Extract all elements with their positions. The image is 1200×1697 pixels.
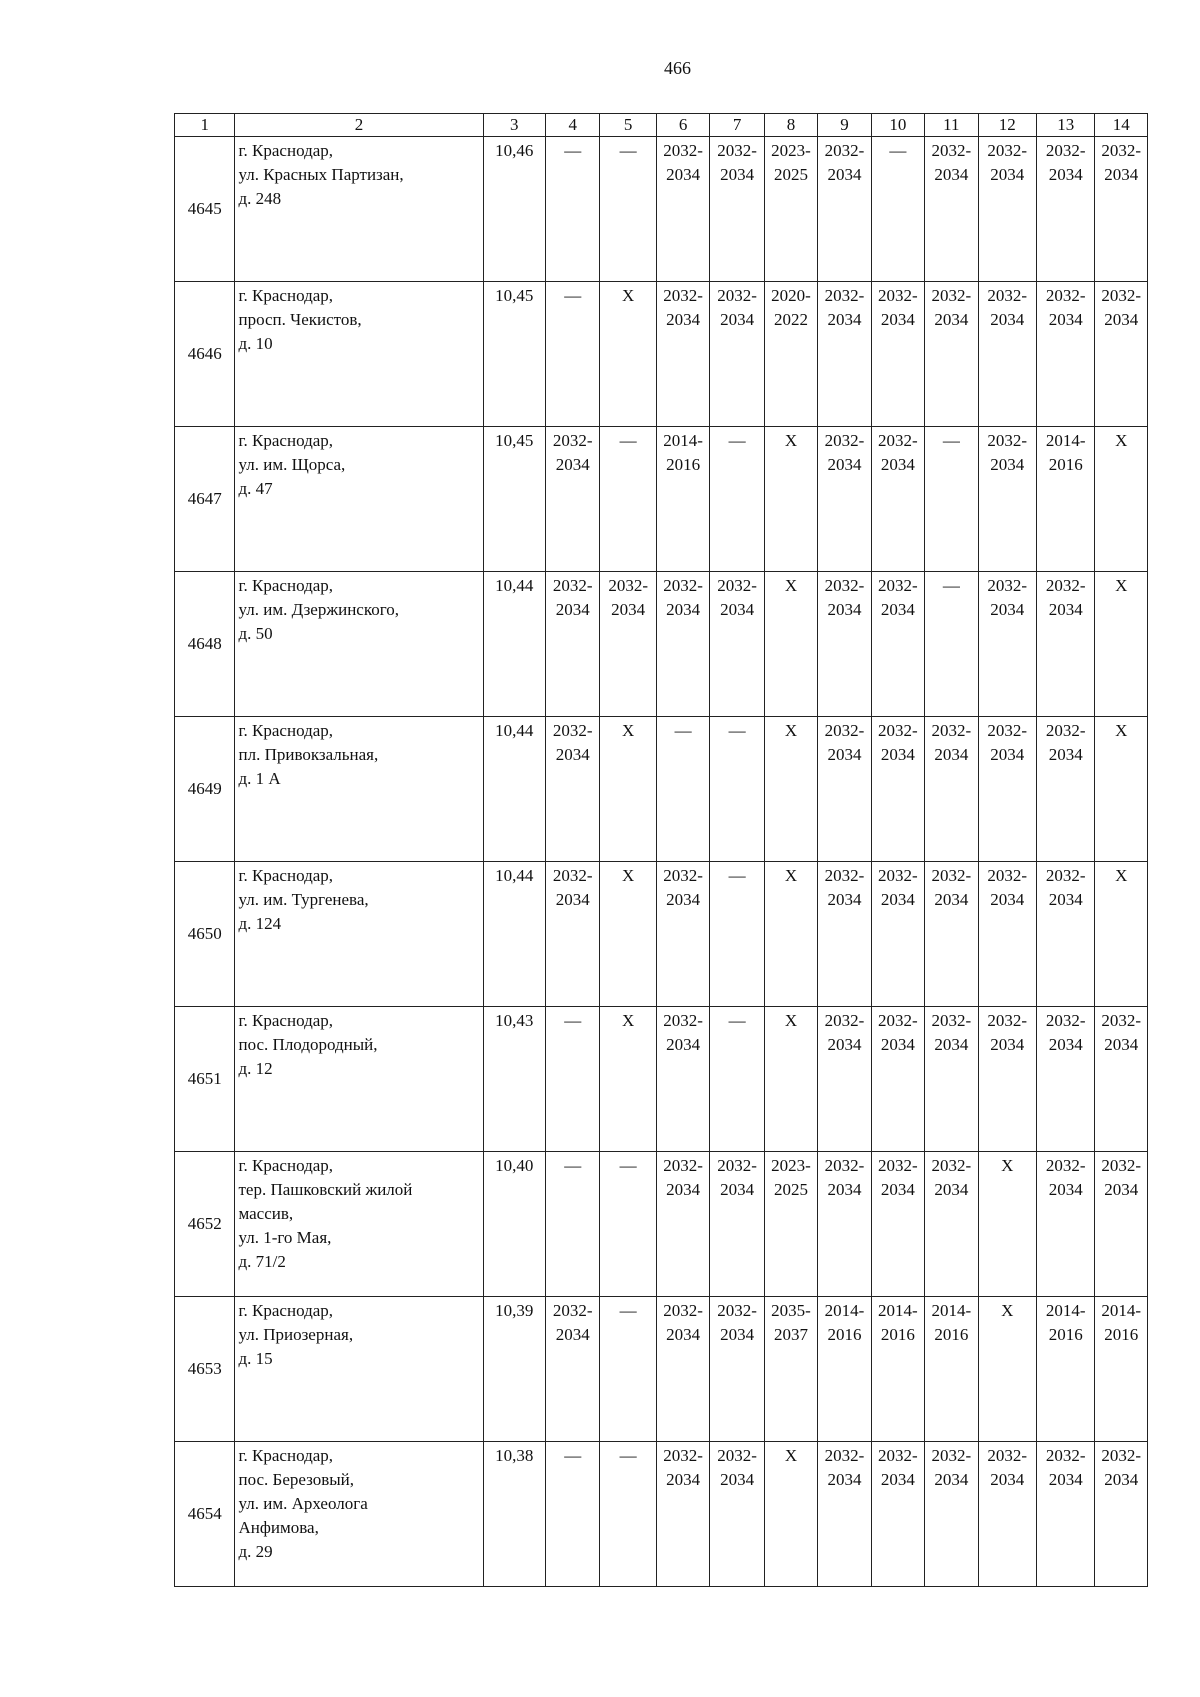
period-cell-col-12: 2032- 2034: [978, 1442, 1036, 1587]
period-cell-col-14: X: [1095, 427, 1148, 572]
period-cell-col-5: 2032- 2034: [600, 572, 656, 717]
row-number: 4651: [175, 1007, 235, 1152]
period-cell-col-14: 2032- 2034: [1095, 1442, 1148, 1587]
column-header-8: 8: [764, 114, 817, 137]
address-cell: г. Краснодар, ул. им. Дзержинского, д. 50: [235, 572, 483, 717]
period-cell-col-8: 2035- 2037: [764, 1297, 817, 1442]
period-cell-col-12: X: [978, 1297, 1036, 1442]
column-header-12: 12: [978, 114, 1036, 137]
period-cell-col-10: 2014- 2016: [871, 1297, 924, 1442]
address-cell: г. Краснодар, ул. им. Тургенева, д. 124: [235, 862, 483, 1007]
period-cell-col-6: 2032- 2034: [656, 862, 709, 1007]
period-cell-col-10: 2032- 2034: [871, 862, 924, 1007]
address-cell: г. Краснодар, просп. Чекистов, д. 10: [235, 282, 483, 427]
column-header-4: 4: [546, 114, 600, 137]
period-cell-col-4: —: [546, 282, 600, 427]
table-row: [175, 1442, 1148, 1587]
period-cell-col-5: X: [600, 862, 656, 1007]
period-cell-col-14: 2014- 2016: [1095, 1297, 1148, 1442]
period-cell-col-4: —: [546, 1442, 600, 1587]
period-cell-col-8: X: [764, 1007, 817, 1152]
period-cell-col-6: 2032- 2034: [656, 572, 709, 717]
row-number: 4652: [175, 1152, 235, 1297]
period-cell-col-13: 2032- 2034: [1037, 137, 1095, 282]
column-header-6: 6: [656, 114, 709, 137]
period-cell-col-4: —: [546, 1152, 600, 1297]
period-cell-col-6: —: [656, 717, 709, 862]
period-cell-col-4: 2032- 2034: [546, 717, 600, 862]
column-header-10: 10: [871, 114, 924, 137]
address-cell: г. Краснодар, ул. Красных Партизан, д. 248: [235, 137, 483, 282]
period-cell-col-10: 2032- 2034: [871, 1152, 924, 1297]
period-cell-col-6: 2032- 2034: [656, 1297, 709, 1442]
period-cell-col-5: —: [600, 1152, 656, 1297]
period-cell-col-8: 2023- 2025: [764, 1152, 817, 1297]
period-cell-col-11: —: [925, 427, 978, 572]
period-cell-col-6: 2014- 2016: [656, 427, 709, 572]
period-cell-col-13: 2032- 2034: [1037, 717, 1095, 862]
table-row: [175, 427, 1148, 572]
period-cell-col-13: 2014- 2016: [1037, 427, 1095, 572]
table-row: [175, 862, 1148, 1007]
row-number: 4650: [175, 862, 235, 1007]
period-cell-col-7: 2032- 2034: [710, 137, 764, 282]
header-row: [175, 114, 1148, 137]
period-cell-col-13: 2032- 2034: [1037, 572, 1095, 717]
period-cell-col-7: 2032- 2034: [710, 572, 764, 717]
table-row: [175, 1007, 1148, 1152]
period-cell-col-9: 2032- 2034: [818, 717, 871, 862]
period-cell-col-7: —: [710, 427, 764, 572]
area-cell: 10,38: [483, 1442, 546, 1587]
area-cell: 10,46: [483, 137, 546, 282]
period-cell-col-9: 2032- 2034: [818, 1007, 871, 1152]
period-cell-col-9: 2032- 2034: [818, 572, 871, 717]
period-cell-col-7: 2032- 2034: [710, 1442, 764, 1587]
period-cell-col-6: 2032- 2034: [656, 137, 709, 282]
row-number: 4648: [175, 572, 235, 717]
period-cell-col-6: 2032- 2034: [656, 1442, 709, 1587]
period-cell-col-13: 2032- 2034: [1037, 1442, 1095, 1587]
table-row: [175, 717, 1148, 862]
period-cell-col-7: 2032- 2034: [710, 1152, 764, 1297]
address-cell: г. Краснодар, ул. им. Щорса, д. 47: [235, 427, 483, 572]
period-cell-col-13: 2032- 2034: [1037, 862, 1095, 1007]
row-number: 4645: [175, 137, 235, 282]
address-cell: г. Краснодар, тер. Пашковский жилой массив, ул. 1-го Мая, д. 71/2: [235, 1152, 483, 1297]
period-cell-col-11: 2032- 2034: [925, 282, 978, 427]
period-cell-col-11: 2032- 2034: [925, 862, 978, 1007]
column-header-5: 5: [600, 114, 656, 137]
address-cell: г. Краснодар, пл. Привокзальная, д. 1 А: [235, 717, 483, 862]
period-cell-col-8: X: [764, 717, 817, 862]
period-cell-col-4: 2032- 2034: [546, 572, 600, 717]
period-cell-col-9: 2032- 2034: [818, 1442, 871, 1587]
period-cell-col-14: 2032- 2034: [1095, 137, 1148, 282]
row-number: 4649: [175, 717, 235, 862]
period-cell-col-14: 2032- 2034: [1095, 282, 1148, 427]
period-cell-col-12: 2032- 2034: [978, 427, 1036, 572]
period-cell-col-9: 2014- 2016: [818, 1297, 871, 1442]
period-cell-col-4: 2032- 2034: [546, 1297, 600, 1442]
row-number: 4653: [175, 1297, 235, 1442]
period-cell-col-8: X: [764, 427, 817, 572]
period-cell-col-14: X: [1095, 717, 1148, 862]
period-cell-col-7: —: [710, 717, 764, 862]
period-cell-col-6: 2032- 2034: [656, 1152, 709, 1297]
period-cell-col-10: 2032- 2034: [871, 717, 924, 862]
table-row: [175, 1152, 1148, 1297]
period-cell-col-4: —: [546, 1007, 600, 1152]
period-cell-col-5: —: [600, 1442, 656, 1587]
page-number: 466: [664, 58, 691, 78]
period-cell-col-10: 2032- 2034: [871, 572, 924, 717]
period-cell-col-11: 2014- 2016: [925, 1297, 978, 1442]
column-header-3: 3: [483, 114, 546, 137]
period-cell-col-13: 2032- 2034: [1037, 282, 1095, 427]
period-cell-col-12: 2032- 2034: [978, 137, 1036, 282]
period-cell-col-14: 2032- 2034: [1095, 1007, 1148, 1152]
period-cell-col-9: 2032- 2034: [818, 862, 871, 1007]
period-cell-col-12: 2032- 2034: [978, 862, 1036, 1007]
period-cell-col-5: —: [600, 427, 656, 572]
address-cell: г. Краснодар, пос. Плодородный, д. 12: [235, 1007, 483, 1152]
period-cell-col-11: 2032- 2034: [925, 717, 978, 862]
area-cell: 10,39: [483, 1297, 546, 1442]
period-cell-col-7: 2032- 2034: [710, 1297, 764, 1442]
period-cell-col-12: 2032- 2034: [978, 572, 1036, 717]
table-body: [175, 137, 1148, 1587]
column-header-11: 11: [925, 114, 978, 137]
period-cell-col-7: —: [710, 1007, 764, 1152]
period-cell-col-14: X: [1095, 862, 1148, 1007]
period-cell-col-13: 2032- 2034: [1037, 1152, 1095, 1297]
period-cell-col-11: —: [925, 572, 978, 717]
row-number: 4647: [175, 427, 235, 572]
area-cell: 10,44: [483, 717, 546, 862]
address-cell: г. Краснодар, пос. Березовый, ул. им. Археолога Анфимова, д. 29: [235, 1442, 483, 1587]
period-cell-col-5: X: [600, 282, 656, 427]
column-header-9: 9: [818, 114, 871, 137]
period-cell-col-14: X: [1095, 572, 1148, 717]
area-cell: 10,43: [483, 1007, 546, 1152]
period-cell-col-8: 2020- 2022: [764, 282, 817, 427]
period-cell-col-11: 2032- 2034: [925, 1007, 978, 1152]
area-cell: 10,44: [483, 862, 546, 1007]
address-cell: г. Краснодар, ул. Приозерная, д. 15: [235, 1297, 483, 1442]
area-cell: 10,40: [483, 1152, 546, 1297]
period-cell-col-8: X: [764, 1442, 817, 1587]
column-header-1: 1: [175, 114, 235, 137]
period-cell-col-6: 2032- 2034: [656, 1007, 709, 1152]
period-cell-col-12: X: [978, 1152, 1036, 1297]
period-cell-col-10: 2032- 2034: [871, 1442, 924, 1587]
period-cell-col-8: X: [764, 862, 817, 1007]
area-cell: 10,44: [483, 572, 546, 717]
table-row: [175, 282, 1148, 427]
period-cell-col-5: —: [600, 137, 656, 282]
period-cell-col-12: 2032- 2034: [978, 1007, 1036, 1152]
period-cell-col-9: 2032- 2034: [818, 137, 871, 282]
period-cell-col-4: 2032- 2034: [546, 862, 600, 1007]
period-cell-col-10: 2032- 2034: [871, 427, 924, 572]
period-cell-col-13: 2032- 2034: [1037, 1007, 1095, 1152]
period-cell-col-9: 2032- 2034: [818, 1152, 871, 1297]
period-cell-col-8: 2023- 2025: [764, 137, 817, 282]
period-cell-col-13: 2014- 2016: [1037, 1297, 1095, 1442]
area-cell: 10,45: [483, 282, 546, 427]
period-cell-col-12: 2032- 2034: [978, 717, 1036, 862]
period-cell-col-8: X: [764, 572, 817, 717]
period-cell-col-6: 2032- 2034: [656, 282, 709, 427]
period-cell-col-11: 2032- 2034: [925, 137, 978, 282]
period-cell-col-12: 2032- 2034: [978, 282, 1036, 427]
period-cell-col-7: —: [710, 862, 764, 1007]
period-cell-col-5: X: [600, 717, 656, 862]
period-cell-col-10: 2032- 2034: [871, 1007, 924, 1152]
period-cell-col-4: —: [546, 137, 600, 282]
period-cell-col-7: 2032- 2034: [710, 282, 764, 427]
column-header-2: 2: [235, 114, 483, 137]
period-cell-col-9: 2032- 2034: [818, 282, 871, 427]
table-row: [175, 137, 1148, 282]
period-cell-col-10: 2032- 2034: [871, 282, 924, 427]
housing-register-table: [174, 113, 1148, 1587]
period-cell-col-14: 2032- 2034: [1095, 1152, 1148, 1297]
area-cell: 10,45: [483, 427, 546, 572]
row-number: 4654: [175, 1442, 235, 1587]
period-cell-col-5: X: [600, 1007, 656, 1152]
table-row: [175, 572, 1148, 717]
period-cell-col-11: 2032- 2034: [925, 1442, 978, 1587]
period-cell-col-10: —: [871, 137, 924, 282]
period-cell-col-5: —: [600, 1297, 656, 1442]
table-row: [175, 1297, 1148, 1442]
column-header-13: 13: [1037, 114, 1095, 137]
period-cell-col-4: 2032- 2034: [546, 427, 600, 572]
period-cell-col-11: 2032- 2034: [925, 1152, 978, 1297]
column-header-7: 7: [710, 114, 764, 137]
column-header-14: 14: [1095, 114, 1148, 137]
row-number: 4646: [175, 282, 235, 427]
period-cell-col-9: 2032- 2034: [818, 427, 871, 572]
